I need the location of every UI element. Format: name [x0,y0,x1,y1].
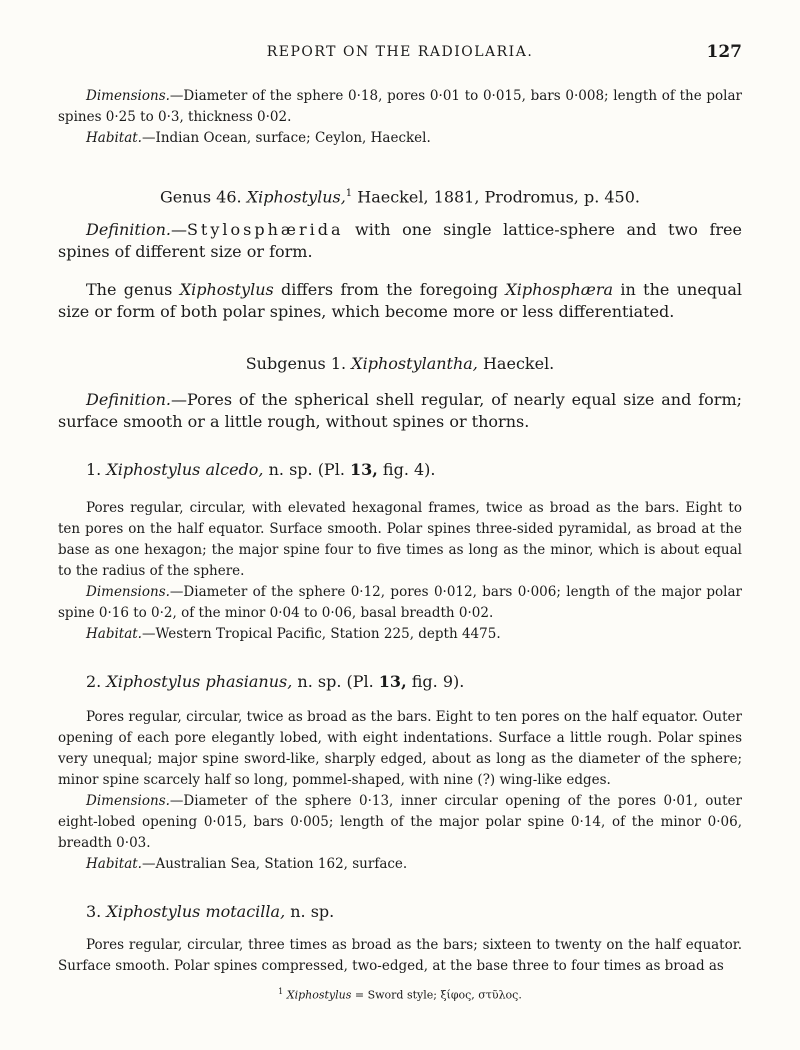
footnote-term: Xiphostylus [286,988,352,1002]
definition-label: Definition. [86,390,171,409]
species-1-heading: 1. Xiphostylus alcedo, n. sp. (Pl. 13, fig. 4). [86,460,436,479]
footnote-ref: 1 [345,188,353,199]
genus-definition: Definition.—Stylosphærida with one single lattice-sphere and two free spines of different size or form. [58,220,742,261]
running-header: REPORT ON THE RADIOLARIA. [266,44,534,60]
species-3-description: Pores regular, circular, three times as broad as the bars; sixteen to twenty on the half equator. Surface smooth. Polar spines compressed, two-edged, at the base three to four times as broad as [58,937,742,974]
genus-note: The genus Xiphostylus differs from the foregoing Xiphosphæra in the unequal size or form of both polar spines, which become more or less differentiated. [58,280,742,321]
dimensions-label: Dimensions. [86,88,170,104]
page-number: 127 [706,42,742,62]
subgenus-definition: Definition.—Pores of the spherical shell regular, of nearly equal size and form; surface smooth or a little rough, without spines or thorns. [58,390,742,431]
definition-label: Definition. [86,220,171,239]
footnote: $^1$ Xiphostylus = Sword style; ξίφος, στῦλος. [278,987,522,1002]
family-name: Stylosphærida [186,220,344,239]
species-1-description: Pores regular, circular, with elevated hexagonal frames, twice as broad as the bars. Eight to ten pores on the half equator. Surface smooth. Polar spines three-sided pyramidal, as broad at the base as one hexagon; the major spine four to five times as long as the minor, which is about equal to the radius of the sphere. [58,500,742,579]
genus-heading: Genus 46. Xiphostylus,$^1$ Haeckel, 1881, Prodromus, p. 450. [160,187,640,207]
habitat-text: —Indian Ocean, surface; Ceylon, Haeckel. [141,130,431,146]
prev-habitat [86,128,742,149]
species-name: Xiphostylus alcedo, [106,460,264,479]
species-name: Xiphostylus phasianus, [106,672,293,691]
species-1-habitat: Habitat.—Western Tropical Pacific, Station 225, depth 4475. [86,626,501,642]
species-2-description: Pores regular, circular, twice as broad as the bars. Eight to ten pores on the half equator. Outer opening of each pore elegantly lobed, with eight indentations. Surface a little rough. Polar spines very unequal; major spine sword-like, sharply edged, about as long as the diameter of the sphere; minor spine scarcely half so long, pommel-shaped, with nine (?) wing-like edges. [58,709,742,788]
species-2-habitat: Habitat.—Australian Sea, Station 162, surface. [86,856,408,872]
subgenus-heading: Subgenus 1. Xiphostylantha, Haeckel. [245,354,555,373]
species-2-heading: 2. Xiphostylus phasianus, n. sp. (Pl. 13, fig. 9). [86,672,465,691]
species-2-dimensions: Dimensions.—Diameter of the sphere 0·13, inner circular opening of the pores 0·01, outer eight-lobed opening 0·015, bars 0·005; length of the major polar spine 0·14, of the minor 0·06, breadth 0·03. [58,793,742,851]
dimensions-text: —Diameter of the sphere 0·18, pores 0·01 to 0·015, bars 0·008; length of the polar spines 0·25 to 0·3, thickness 0·02. [58,88,742,125]
prev-dimensions [58,86,742,128]
habitat-label: Habitat. [86,130,142,146]
species-name: Xiphostylus motacilla, [106,902,286,921]
species-1-dimensions: Dimensions.—Diameter of the sphere 0·12, pores 0·012, bars 0·006; length of the major polar spine 0·16 to 0·2, of the minor 0·04 to 0·06, basal breadth 0·02. [58,584,742,621]
subgenus-name: Xiphostylantha, [351,354,478,373]
genus-name: Xiphostylus, [246,187,346,207]
species-3-heading: 3. Xiphostylus motacilla, n. sp. [86,902,335,921]
